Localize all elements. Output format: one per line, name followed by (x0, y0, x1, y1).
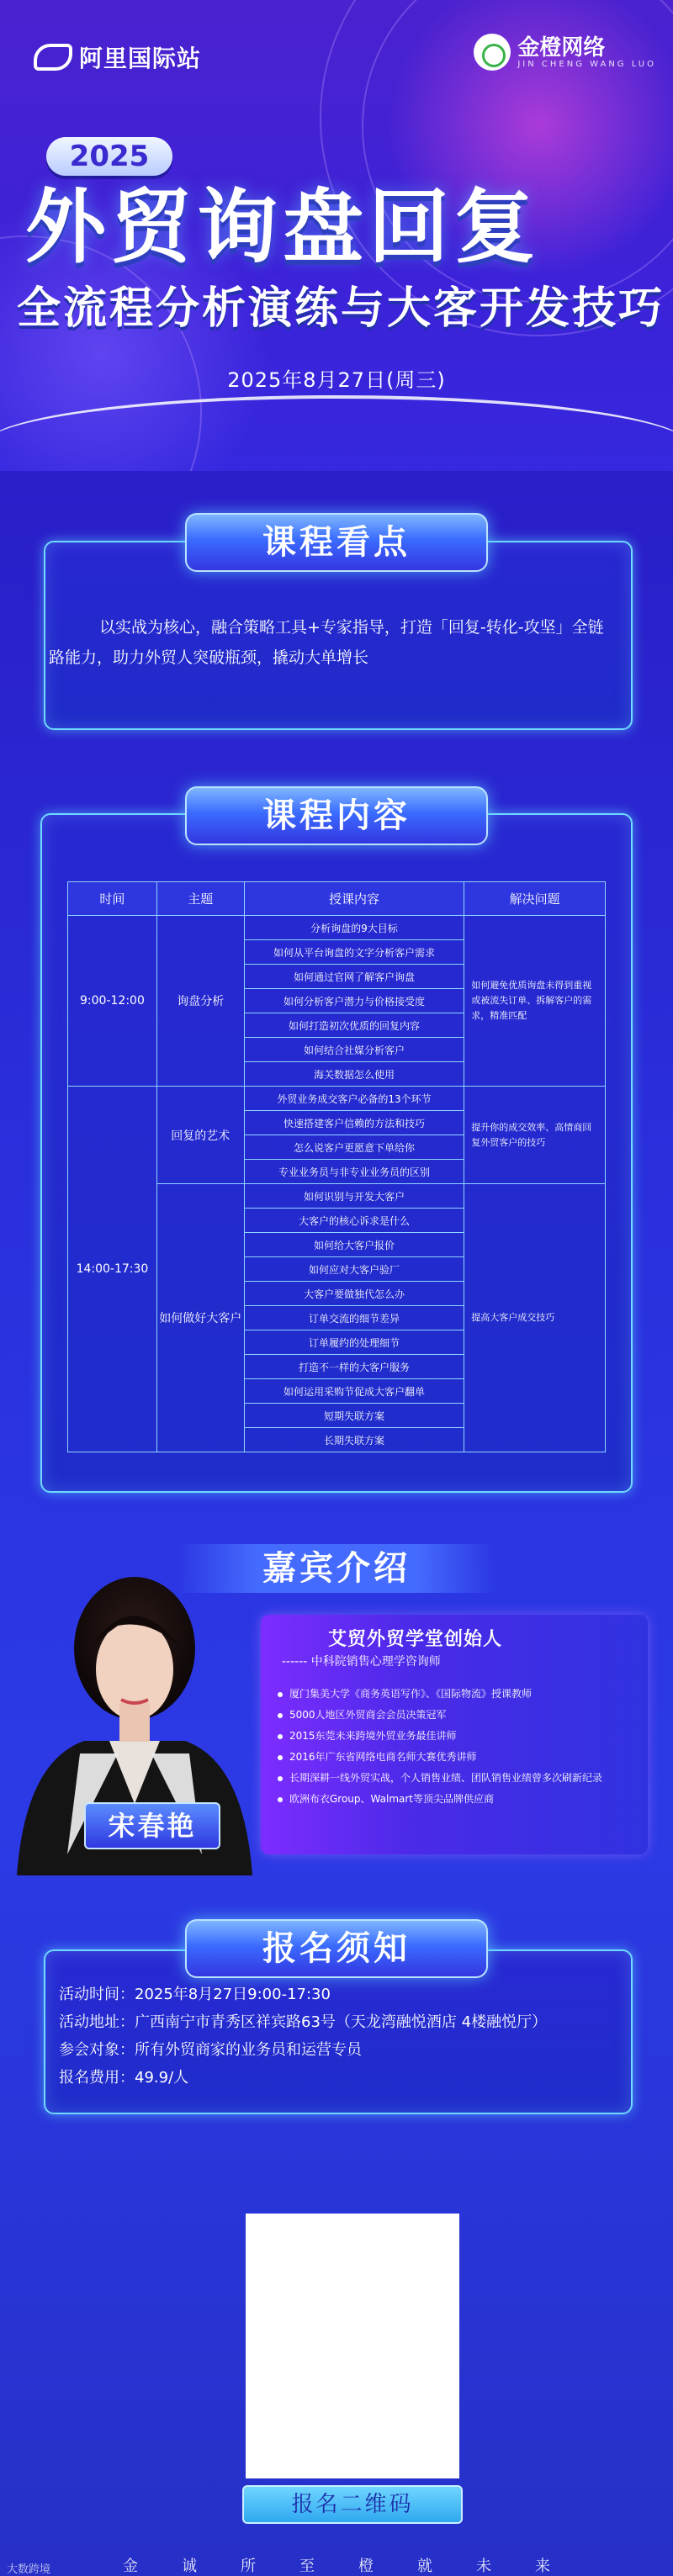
session-time: 9:00-12:00 (68, 916, 157, 1087)
event-date: 2025年8月27日(周三) (227, 368, 446, 392)
session-topic: 如何做好大客户 (156, 1184, 244, 1452)
lesson-item: 如何从平台询盘的文字分析客户需求 (244, 940, 464, 965)
alibaba-brand-name: 阿里国际站 (79, 45, 202, 72)
slogan-char: 橙 (358, 2557, 374, 2575)
credential-item: 厦门集美大学《商务英语写作》、《国际物流》授课教师 (278, 1684, 639, 1705)
lesson-item: 外贸业务成交客户必备的13个环节 (244, 1087, 464, 1111)
lesson-item: 大客户要做独代怎么办 (244, 1282, 464, 1306)
lesson-item: 如何应对大客户验厂 (244, 1257, 464, 1282)
lesson-item: 分析询盘的9大目标 (244, 916, 464, 940)
lesson-item: 快速搭建客户信赖的方法和技巧 (244, 1111, 464, 1135)
watermark: 大数跨境 (7, 2563, 51, 2576)
slogan-char: 未 (476, 2557, 491, 2575)
event-time: 活动时间：2025年8月27日9:00-17:30 (59, 1986, 331, 2003)
alibaba-brand (34, 40, 201, 74)
registration-qr-label: 报名二维码 (242, 2485, 463, 2524)
slogan-char: 诚 (182, 2557, 197, 2575)
guest-credentials (278, 1684, 639, 1810)
lesson-item: 如何给大客户报价 (244, 1233, 464, 1257)
credential-item: 欧洲布衣Group、Walmart等顶尖品牌供应商 (278, 1789, 639, 1810)
content-heading: 课程内容 (185, 786, 488, 845)
lesson-item: 如何运用采购节促成大客户翻单 (244, 1379, 464, 1404)
credential-item: 长期深耕一线外贸实战，个人销售业绩、团队销售业绩曾多次刷新纪录 (278, 1768, 639, 1789)
footer-slogan (0, 2554, 673, 2576)
orange-logo-icon (474, 34, 511, 71)
registration-heading: 报名须知 (185, 1919, 488, 1978)
registration-details (59, 1981, 631, 2092)
page-subtitle: 全流程分析演练与大客开发技巧 (17, 283, 665, 334)
slogan-char: 来 (535, 2557, 550, 2575)
slogan-char: 就 (417, 2557, 432, 2575)
lesson-item: 海关数据怎么使用 (244, 1062, 464, 1087)
column-header-solution: 解决问题 (464, 882, 606, 916)
lesson-item: 如何识别与开发大客户 (244, 1184, 464, 1209)
registration-qr-code[interactable] (246, 2214, 459, 2478)
table-row (68, 916, 606, 940)
credential-item: 2015东莞未来跨境外贸业务最佳讲师 (278, 1726, 639, 1747)
table-header-row (68, 882, 606, 916)
lesson-item: 短期失联方案 (244, 1404, 464, 1428)
guest-secondary-role: ------ 中科院销售心理学咨询师 (282, 1655, 441, 1669)
hero-banner (0, 0, 673, 471)
page-title: 外贸询盘回复 (25, 180, 540, 274)
column-header-content: 授课内容 (244, 882, 464, 916)
event-fee: 报名费用：49.9/人 (59, 2069, 189, 2087)
lesson-item: 如何分析客户潜力与价格接受度 (244, 989, 464, 1013)
slogan-char: 所 (241, 2557, 256, 2575)
jincheng-brand-pinyin: JIN CHENG WANG LUO (517, 59, 656, 69)
session-solution: 提升你的成交效率、高情商回复外贸客户的技巧 (464, 1087, 606, 1184)
lesson-item: 订单交流的细节差异 (244, 1306, 464, 1330)
credential-item: 2016年广东省网络电商名师大赛优秀讲师 (278, 1747, 639, 1768)
credential-item: 5000人地区外贸商会会员决策冠军 (278, 1705, 639, 1726)
column-header-topic: 主题 (156, 882, 244, 916)
year-badge: 2025 (46, 137, 172, 176)
highlights-text: 以实战为核心，融合策略工具+专家指导，打造「回复-转化-攻坚」全链路能力，助力外贸人突破瓶颈，撬动大单增长 (49, 618, 604, 667)
lesson-item: 打造不一样的大客户服务 (244, 1355, 464, 1379)
session-topic: 回复的艺术 (156, 1087, 244, 1184)
lesson-item: 大客户的核心诉求是什么 (244, 1209, 464, 1233)
jincheng-brand-name: 金橙网络 (517, 34, 606, 61)
session-solution: 提高大客户成交技巧 (464, 1184, 606, 1452)
event-audience: 参会对象：所有外贸商家的业务员和运营专员 (59, 2041, 362, 2059)
alibaba-logo-icon (34, 44, 72, 71)
column-header-time: 时间 (68, 882, 157, 916)
lesson-item: 如何打造初次优质的回复内容 (244, 1013, 464, 1038)
lesson-item: 长期失联方案 (244, 1428, 464, 1452)
guest-heading: 嘉宾介绍 (177, 1544, 496, 1593)
lesson-item: 专业业务员与非专业业务员的区别 (244, 1160, 464, 1184)
lesson-item: 如何通过官网了解客户询盘 (244, 965, 464, 989)
session-time: 14:00-17:30 (68, 1087, 157, 1452)
course-table (67, 881, 606, 1452)
lesson-item: 如何结合社媒分析客户 (244, 1038, 464, 1062)
table-row (68, 1087, 606, 1111)
jincheng-brand (474, 34, 656, 71)
lesson-item: 怎么说客户更愿意下单给你 (244, 1135, 464, 1160)
slogan-char: 金 (123, 2557, 138, 2575)
session-topic: 询盘分析 (156, 916, 244, 1087)
slogan-char: 至 (299, 2557, 315, 2575)
event-venue: 活动地址：广西南宁市青秀区祥宾路63号（天龙湾融悦酒店 4楼融悦厅） (59, 2013, 548, 2031)
guest-name: 宋春艳 (84, 1802, 220, 1849)
highlights-heading: 课程看点 (185, 513, 488, 572)
guest-role: 艾贸外贸学堂创始人 (328, 1629, 503, 1650)
session-solution: 如何避免优质询盘未得到重视或被流失订单、拆解客户的需求，精准匹配 (464, 916, 606, 1087)
lesson-item: 订单履约的处理细节 (244, 1330, 464, 1355)
